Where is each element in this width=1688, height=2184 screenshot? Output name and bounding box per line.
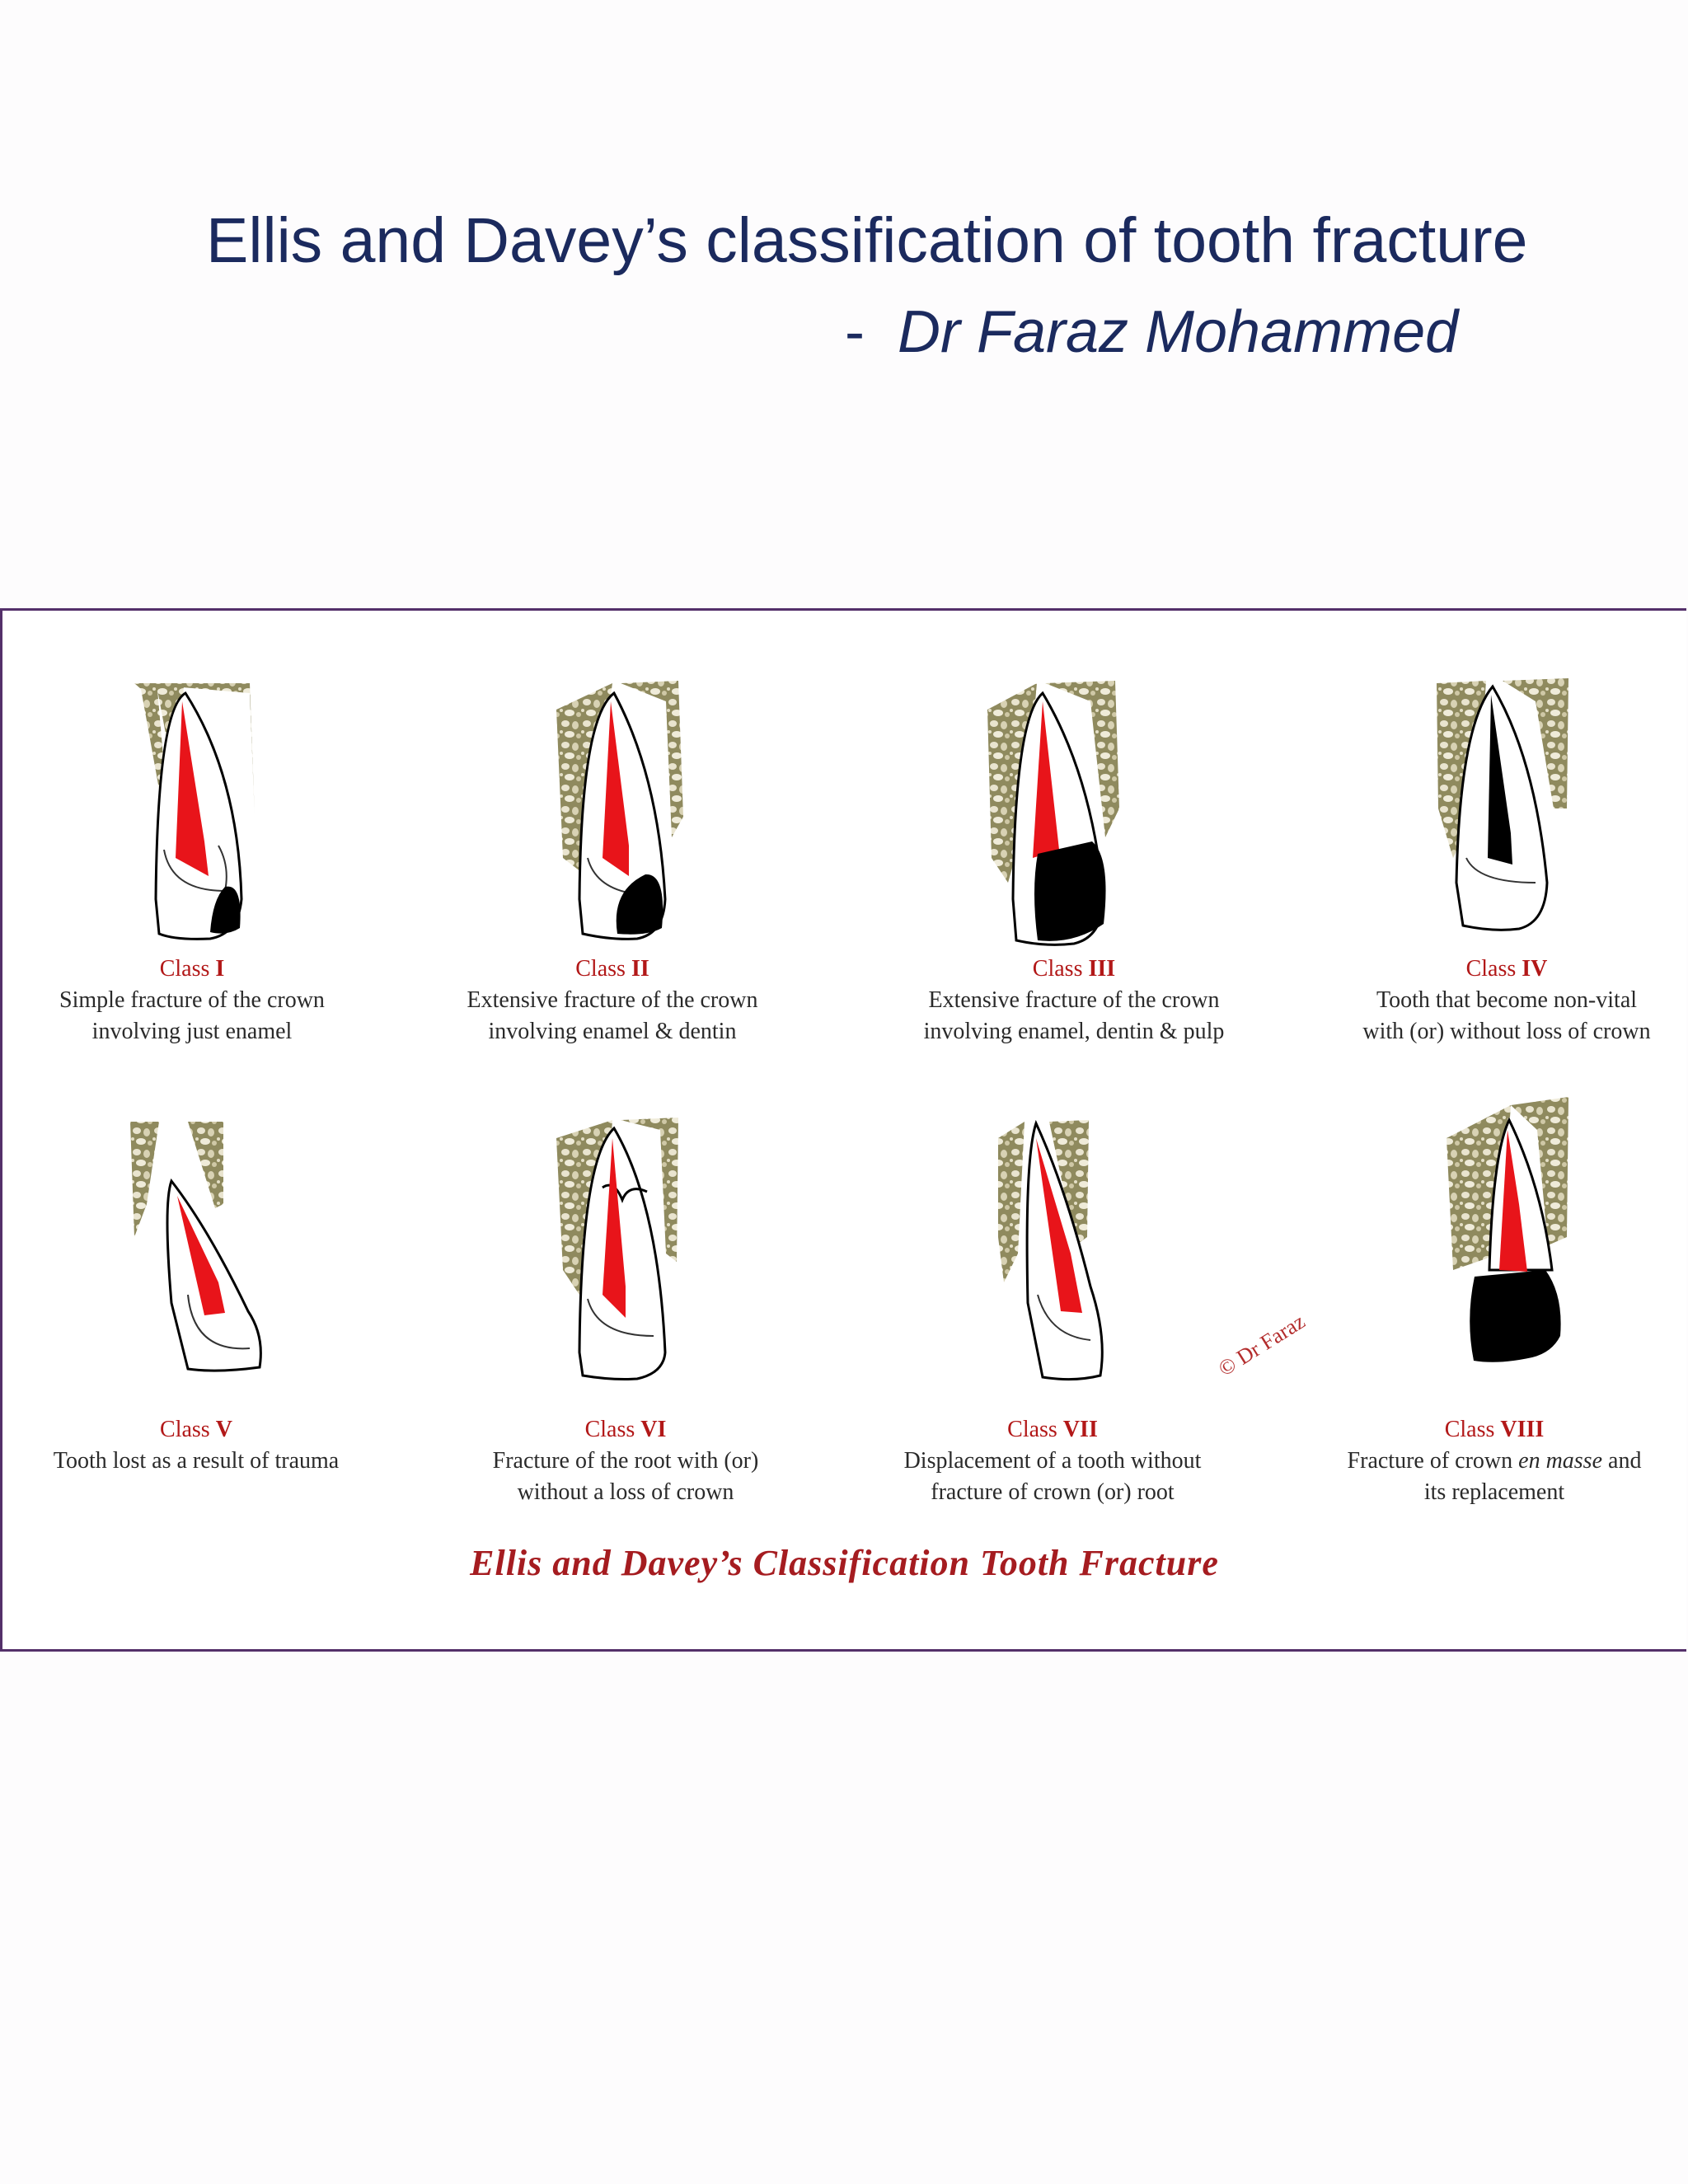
class-label: Class I [159,956,225,982]
copyright-watermark: © Dr Faraz [1214,1309,1310,1381]
class-8-caption [1321,1414,1667,1508]
tooth-class-3 [987,681,1119,944]
class-label: Class VII [1007,1417,1098,1442]
class-description: with (or) without loss of crown [1362,1019,1651,1044]
tooth-class-6 [556,1118,678,1380]
class-label: Class VI [584,1417,667,1442]
class-description: involving just enamel [91,1019,293,1044]
class-description: Extensive fracture of the crown [467,987,758,1013]
class-description: Extensive fracture of the crown [928,987,1220,1013]
tooth-class-4 [1437,678,1568,930]
class-6-caption [461,1414,790,1508]
class-label: Class VIII [1444,1417,1545,1442]
author-dash: - [845,299,865,365]
tooth-class-5 [130,1122,260,1371]
class-description: Displacement of a tooth without [903,1448,1202,1474]
class-7-caption [879,1414,1226,1508]
class-description: its replacement [1423,1479,1565,1505]
class-3-caption [901,954,1247,1047]
figure-banner: Ellis and Davey’s Classification Tooth Fracture [470,1543,1219,1583]
class-label: Class V [160,1417,232,1442]
page-title: Ellis and Davey’s classification of tooth fracture [206,205,1528,276]
author-line [845,298,1458,366]
class-description: fracture of crown (or) root [931,1479,1175,1505]
tooth-class-2 [556,681,683,939]
class-label: Class IV [1465,956,1548,982]
class-4-caption [1338,954,1676,1047]
tooth-class-7 [998,1120,1102,1380]
classification-figure [0,608,1686,1652]
class-label: Class II [575,956,649,982]
author-name: Dr Faraz Mohammed [898,299,1459,365]
class-description: Simple fracture of the crown [59,987,325,1013]
class-5-caption [27,1414,365,1477]
class-description: Tooth lost as a result of trauma [53,1448,340,1474]
class-description: involving enamel, dentin & pulp [923,1019,1225,1044]
class-description: Fracture of the root with (or) [492,1448,759,1474]
class-label: Class III [1032,956,1116,982]
class-description: Fracture of crown en masse and [1347,1448,1642,1474]
class-description: involving enamel & dentin [488,1019,737,1044]
class-description: without a loss of crown [517,1479,734,1505]
tooth-class-8 [1447,1097,1568,1362]
tooth-class-1 [134,683,255,939]
class-2-caption [448,954,777,1047]
class-1-caption [27,954,357,1047]
class-description: Tooth that become non-vital [1376,987,1638,1013]
